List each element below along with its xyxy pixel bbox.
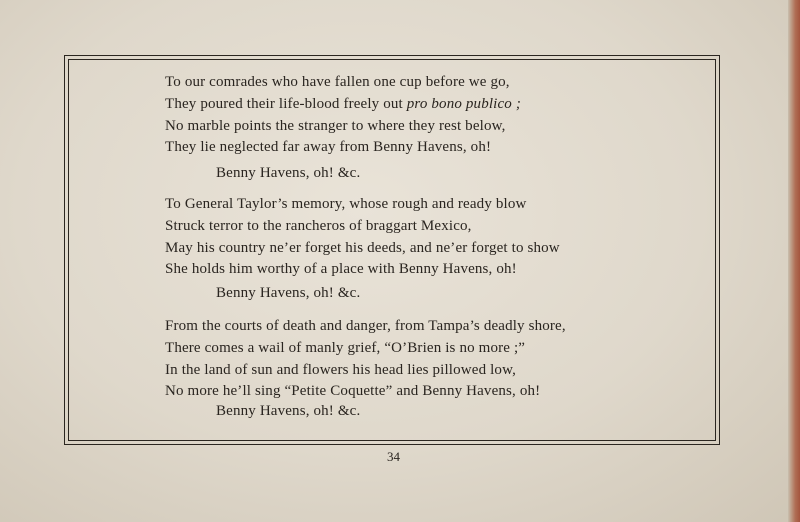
chorus-2: Benny Havens, oh! &c. [216,285,361,301]
stanza-3 [165,316,566,403]
poem-line: From the courts of death and danger, from Tampa’s deadly shore, [165,318,566,334]
poem-line-text: They poured their life-blood freely out [165,95,407,112]
stanza-1 [165,72,521,159]
poem-line: They lie neglected far away from Benny Havens, oh! [165,139,492,156]
chorus-1: Benny Havens, oh! &c. [216,165,361,181]
poem-line: No marble points the stranger to where they rest below, [165,117,506,134]
book-edge [788,0,800,522]
poem-line: May his country ne’er forget his deeds, and ne’er forget to show [165,239,560,256]
poem-line: To General Taylor’s memory, whose rough and ready blow [165,196,527,212]
poem-line: To our comrades who have fallen one cup before we go, [165,74,510,90]
poem-line: There comes a wail of manly grief, “O’Brien is no more ;” [165,339,526,356]
chorus-3: Benny Havens, oh! &c. [216,403,361,419]
page-number: 34 [387,449,400,464]
poem-line: Struck terror to the rancheros of braggart Mexico, [165,217,472,234]
poem-line [165,94,521,116]
latin-phrase: pro bono publico ; [406,95,521,112]
stanza-2 [165,194,560,281]
poem-line: In the land of sun and flowers his head lies pillowed low, [165,361,516,378]
poem-line: No more he’ll sing “Petite Coquette” and Benny Havens, oh! [165,383,541,400]
poem-line: She holds him worthy of a place with Benny Havens, oh! [165,261,517,278]
